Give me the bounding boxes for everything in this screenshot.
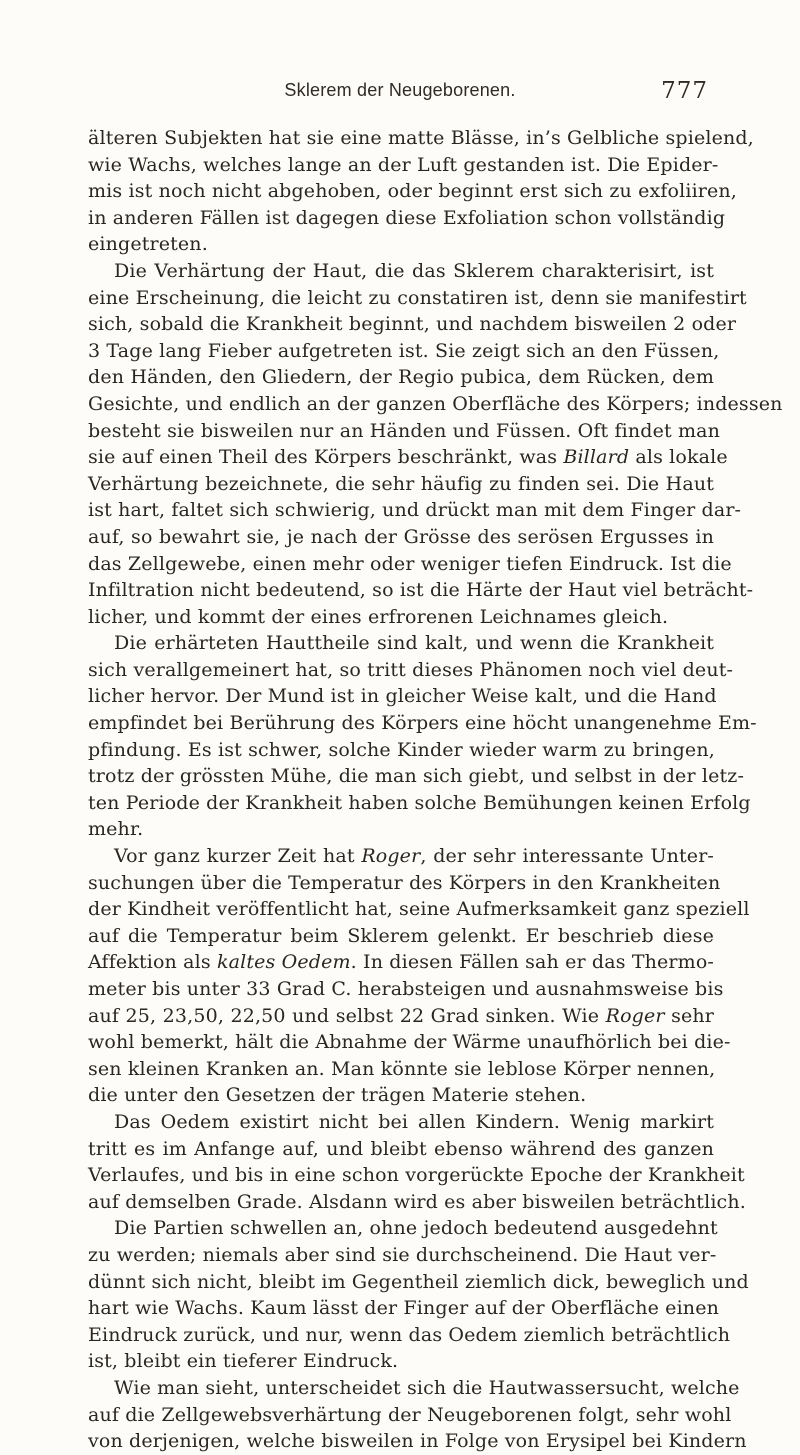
text-line: besteht sie bisweilen nur an Händen und Füssen. Oft findet man: [88, 419, 720, 442]
running-title: Sklerem der Neugeborenen.: [284, 80, 516, 100]
body-text: [88, 125, 783, 1455]
text-line: den Händen, den Gliedern, der Regio pubica, dem Rücken, dem: [88, 366, 714, 389]
text-line: älteren Subjekten hat sie eine matte Blässe, in’s Gelbliche spielend,: [88, 127, 754, 149]
text-line: licher hervor. Der Mund ist in gleicher Weise kalt, und die Hand: [88, 685, 717, 708]
text-line: ten Periode der Krankheit haben solche Bemühungen keinen Erfolg: [88, 791, 751, 814]
text-line: Die erhärteten Hauttheile sind kalt, und wenn die Krankheit: [114, 632, 714, 655]
page-header: [88, 78, 712, 110]
text-line: sen kleinen Kranken an. Man könnte sie leblose Körper nennen,: [88, 1057, 716, 1080]
text-line: Das Oedem existirt nicht bei allen Kindern. Wenig markirt: [114, 1110, 714, 1133]
text-line: ist, bleibt ein tieferer Eindruck.: [88, 1350, 399, 1373]
page-number: 777: [661, 78, 708, 104]
text-line: Wie man sieht, unterscheidet sich die Hautwassersucht, welche: [114, 1376, 740, 1399]
text-line: suchungen über die Temperatur des Körpers in den Krankheiten: [88, 871, 721, 894]
text-line: licher, und kommt der eines erfrorenen Leichnames gleich.: [88, 605, 669, 628]
text-line: Die Partien schwellen an, ohne jedoch bedeutend ausgedehnt: [114, 1217, 718, 1240]
text-line: Verhärtung bezeichnete, die sehr häufig zu finden sei. Die Haut: [88, 472, 714, 495]
text-line: hart wie Wachs. Kaum lässt der Finger auf der Oberfläche einen: [88, 1297, 719, 1320]
text-line: die unter den Gesetzen der trägen Materie stehen.: [88, 1084, 587, 1107]
text-line: eine Erscheinung, die leicht zu constatiren ist, denn sie manifestirt: [88, 286, 747, 309]
text-line: auf, so bewahrt sie, je nach der Grösse des serösen Ergusses in: [88, 525, 714, 548]
text-line: sich verallgemeinert hat, so tritt dieses Phänomen noch viel deut-: [88, 658, 734, 681]
text-line: auf 25, 23,50, 22,50 und selbst 22 Grad sinken. Wie Roger sehr: [88, 1004, 714, 1027]
text-line: pfindung. Es ist schwer, solche Kinder wieder warm zu bringen,: [88, 738, 715, 761]
text-line: 3 Tage lang Fieber aufgetreten ist. Sie zeigt sich an den Füssen,: [88, 339, 720, 362]
text-line: Verlaufes, und bis in eine schon vorgerückte Epoche der Krankheit: [88, 1164, 745, 1187]
text-line: empfindet bei Berührung des Körpers eine höcht unangenehme Em-: [88, 712, 757, 735]
text-line: auf die Zellgewebsverhärtung der Neugeborenen folgt, sehr wohl: [88, 1403, 732, 1426]
text-line: tritt es im Anfange auf, und bleibt ebenso während des ganzen: [88, 1137, 714, 1160]
text-line: meter bis unter 33 Grad C. herabsteigen und ausnahmsweise bis: [88, 978, 724, 1000]
text-line: sich, sobald die Krankheit beginnt, und nachdem bisweilen 2 oder: [88, 313, 737, 336]
text-line: Vor ganz kurzer Zeit hat Roger, der sehr interessante Unter-: [114, 845, 714, 868]
text-line: zu werden; niemals aber sind sie durchscheinend. Die Haut ver-: [88, 1243, 717, 1266]
text-line: mis ist noch nicht abgehoben, oder beginnt erst sich zu exfoliiren,: [88, 180, 737, 203]
text-line: mehr.: [88, 818, 144, 841]
text-line: sie auf einen Theil des Körpers beschränkt, was Billard als lokale: [88, 446, 728, 469]
text-line: wie Wachs, welches lange an der Luft gestanden ist. Die Epider-: [88, 153, 719, 176]
text-line: in anderen Fällen ist dagegen diese Exfoliation schon vollständig: [88, 206, 726, 229]
text-line: Die Verhärtung der Haut, die das Sklerem charakterisirt, ist: [114, 259, 714, 282]
text-line: das Zellgewebe, einen mehr oder weniger tiefen Eindruck. Ist die: [88, 552, 732, 575]
text-line: Eindruck zurück, und nur, wenn das Oedem ziemlich beträchtlich: [88, 1323, 731, 1346]
text-line: auf demselben Grade. Alsdann wird es aber bisweilen beträchtlich.: [88, 1190, 746, 1213]
text-line: Infiltration nicht bedeutend, so ist die Härte der Haut viel beträcht-: [88, 579, 754, 602]
text-line: Affektion als kaltes Oedem. In diesen Fällen sah er das Thermo-: [88, 951, 714, 974]
text-line: Gesichte, und endlich an der ganzen Oberfläche des Körpers; indessen: [88, 392, 783, 415]
text-line: wohl bemerkt, hält die Abnahme der Wärme unaufhörlich bei die-: [88, 1031, 731, 1054]
text-line: auf die Temperatur beim Sklerem gelenkt. Er beschrieb diese: [88, 924, 714, 947]
text-line: ist hart, faltet sich schwierig, und drückt man mit dem Finger dar-: [88, 499, 742, 522]
text-line: von derjenigen, welche bisweilen in Folge von Erysipel bei Kindern: [88, 1430, 747, 1453]
text-line: der Kindheit veröffentlicht hat, seine Aufmerksamkeit ganz speziell: [88, 898, 750, 921]
text-line: eingetreten.: [88, 233, 208, 256]
text-line: trotz der grössten Mühe, die man sich giebt, und selbst in der letz-: [88, 765, 745, 788]
text-line: dünnt sich nicht, bleibt im Gegentheil ziemlich dick, beweglich und: [88, 1270, 749, 1293]
